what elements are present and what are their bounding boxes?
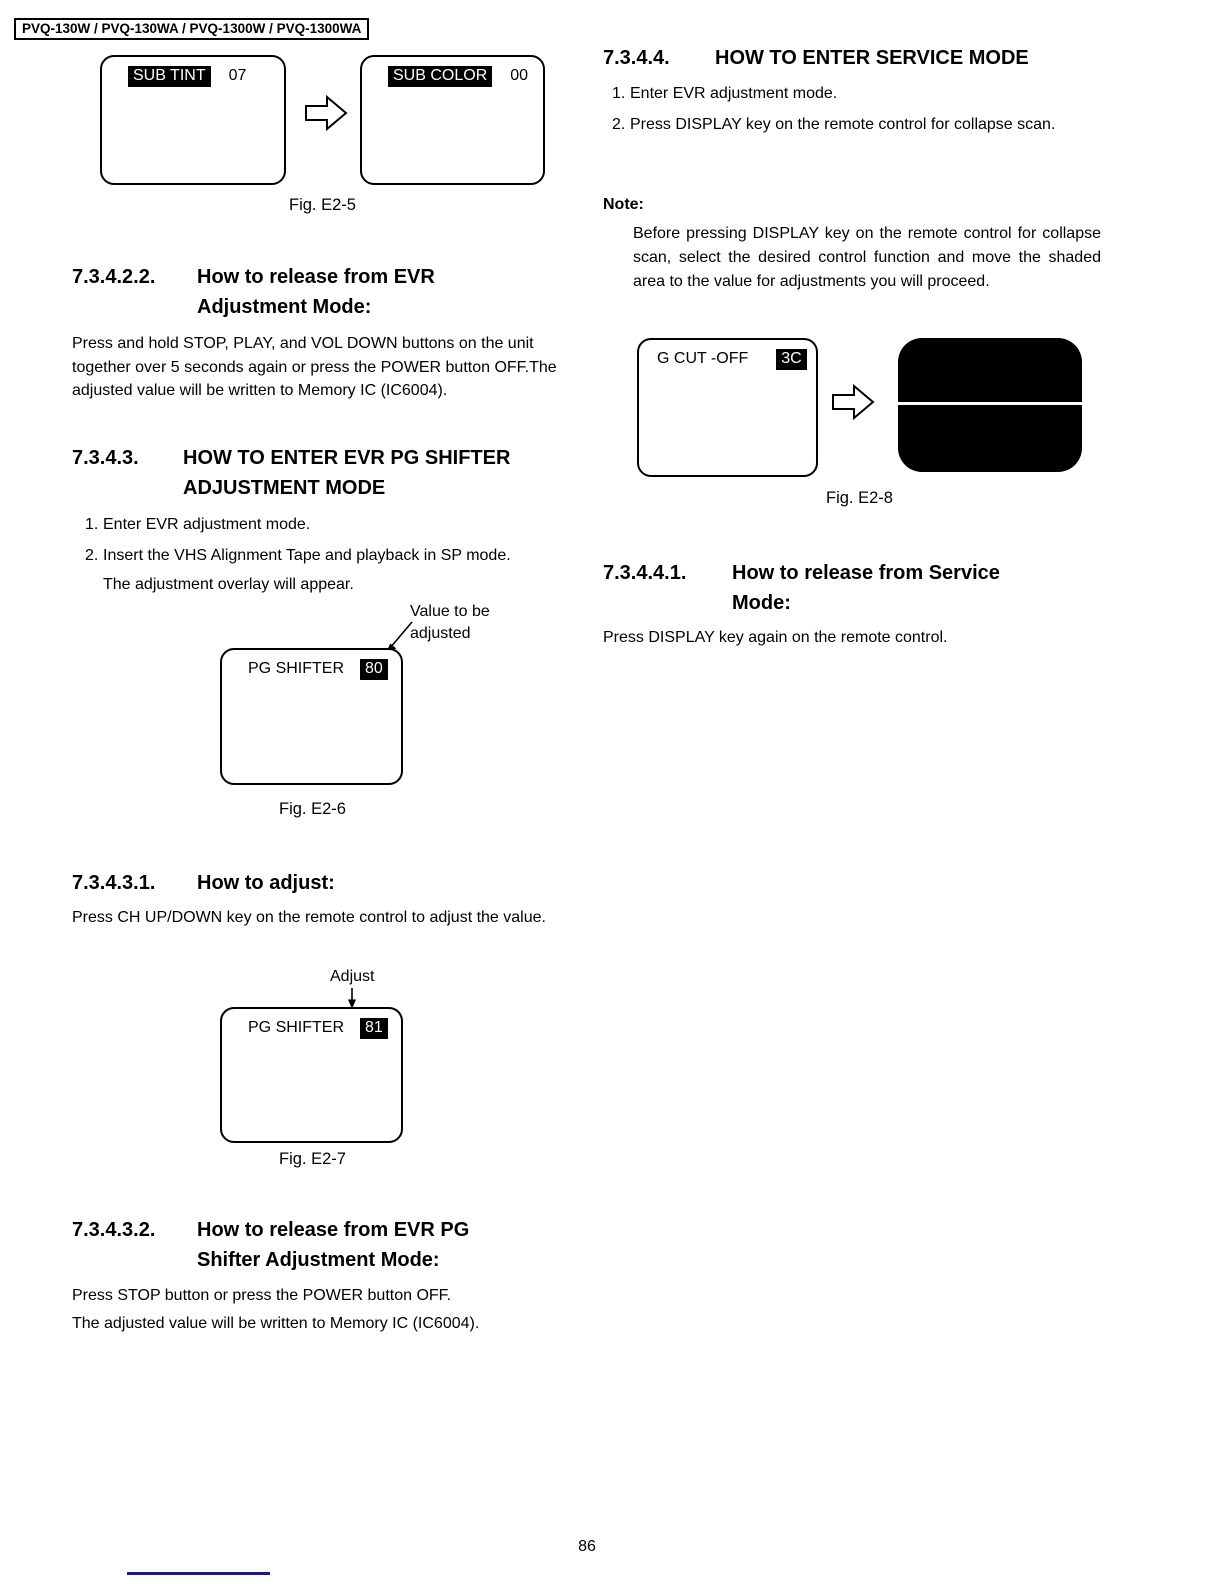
g-cutoff-value: 3C <box>776 349 806 370</box>
section-number: 7.3.4.3. <box>72 447 139 469</box>
fig-e2-8-collapse-screen <box>898 338 1082 472</box>
list-item <box>612 113 1102 136</box>
right-arrow-icon <box>830 382 876 422</box>
list-item-text: Insert the VHS Alignment Tape and playback in SP mode. <box>103 547 511 564</box>
fig-e2-8-caption: Fig. E2-8 <box>826 489 893 507</box>
list-item-number: 2. <box>612 116 626 133</box>
list-item <box>85 544 585 567</box>
enter-pg-shifter-steps <box>85 513 585 575</box>
section-title: HOW TO ENTER EVR PG SHIFTER ADJUSTMENT MODE <box>183 447 511 499</box>
section-number: 7.3.4.3.2. <box>72 1219 156 1241</box>
pg-shifter-value: 80 <box>360 659 388 680</box>
enter-service-steps <box>612 82 1102 144</box>
section-heading-release-pg-shifter <box>72 1215 532 1275</box>
page-number: 86 <box>578 1538 596 1555</box>
section-number: 7.3.4.4.1. <box>603 562 687 584</box>
list-item-text: Press DISPLAY key on the remote control for collapse scan. <box>630 116 1056 133</box>
pg-shifter-value: 81 <box>360 1018 388 1039</box>
sub-tint-value: 07 <box>228 67 247 84</box>
section-title: How to release from EVR PG Shifter Adjustment Mode: <box>197 1219 470 1271</box>
fig-e2-7-caption: Fig. E2-7 <box>279 1150 346 1168</box>
note-label: Note: <box>603 196 644 213</box>
sub-color-value: 00 <box>510 67 529 84</box>
release-evr-body: Press and hold STOP, PLAY, and VOL DOWN buttons on the unit together over 5 seconds again or press the POWER button OFF.The adjusted value will be written to Memory IC (IC6004). <box>72 335 557 399</box>
list-item <box>612 82 1102 105</box>
section-heading-enter-service <box>603 43 1029 73</box>
note-body: Before pressing DISPLAY key on the remote control for collapse scan, select the desired control function and move the shaded area to the value for adjustments you will proceed. <box>633 225 1101 290</box>
fig-e2-5-left-screen <box>100 55 286 185</box>
list-item <box>85 513 585 536</box>
sub-tint-label: SUB TINT <box>128 66 211 87</box>
model-numbers: PVQ-130W / PVQ-130WA / PVQ-1300W / PVQ-1300WA <box>22 21 362 36</box>
list-item-number: 1. <box>85 516 99 533</box>
release-pg-shifter-body1: Press STOP button or press the POWER button OFF. <box>72 1287 452 1304</box>
release-service-body: Press DISPLAY key again on the remote control. <box>603 629 948 646</box>
sub-color-label: SUB COLOR <box>388 66 492 87</box>
section-title: How to adjust: <box>197 872 335 894</box>
g-cutoff-label: G CUT -OFF <box>657 350 749 367</box>
section-heading-how-to-adjust <box>72 868 335 898</box>
section-title: How to release from Service Mode: <box>732 562 1000 614</box>
list-item-number: 2. <box>85 547 99 564</box>
section-heading-release-evr <box>72 262 497 322</box>
section-number: 7.3.4.4. <box>603 47 670 69</box>
adjust-annotation: Adjust <box>330 968 375 985</box>
fig-e2-6-caption: Fig. E2-6 <box>279 800 346 818</box>
pg-shifter-label: PG SHIFTER <box>248 660 345 677</box>
fig-e2-8-left-screen <box>637 338 818 477</box>
model-numbers-box <box>14 18 369 40</box>
list-item-text: Enter EVR adjustment mode. <box>630 85 838 102</box>
release-pg-shifter-body2: The adjusted value will be written to Memory IC (IC6004). <box>72 1315 480 1332</box>
value-annotation: Value to be adjusted <box>410 603 490 642</box>
section-title: How to release from EVR Adjustment Mode: <box>197 266 435 318</box>
section-title: HOW TO ENTER SERVICE MODE <box>715 47 1029 69</box>
overlay-note: The adjustment overlay will appear. <box>103 576 354 593</box>
fig-e2-6-screen <box>220 648 403 785</box>
how-to-adjust-body: Press CH UP/DOWN key on the remote control to adjust the value. <box>72 909 546 926</box>
pg-shifter-label: PG SHIFTER <box>248 1019 345 1036</box>
section-heading-release-service <box>603 558 1062 618</box>
fig-e2-5-right-screen <box>360 55 545 185</box>
collapse-scan-line <box>898 402 1082 405</box>
fig-e2-7-screen <box>220 1007 403 1143</box>
footer-accent-line <box>127 1572 270 1575</box>
section-number: 7.3.4.3.1. <box>72 872 156 894</box>
fig-e2-5-caption: Fig. E2-5 <box>289 196 356 214</box>
section-number: 7.3.4.2.2. <box>72 266 156 288</box>
section-heading-enter-pg-shifter <box>72 443 533 503</box>
list-item-text: Enter EVR adjustment mode. <box>103 516 311 533</box>
right-arrow-icon <box>303 93 349 133</box>
list-item-number: 1. <box>612 85 626 102</box>
